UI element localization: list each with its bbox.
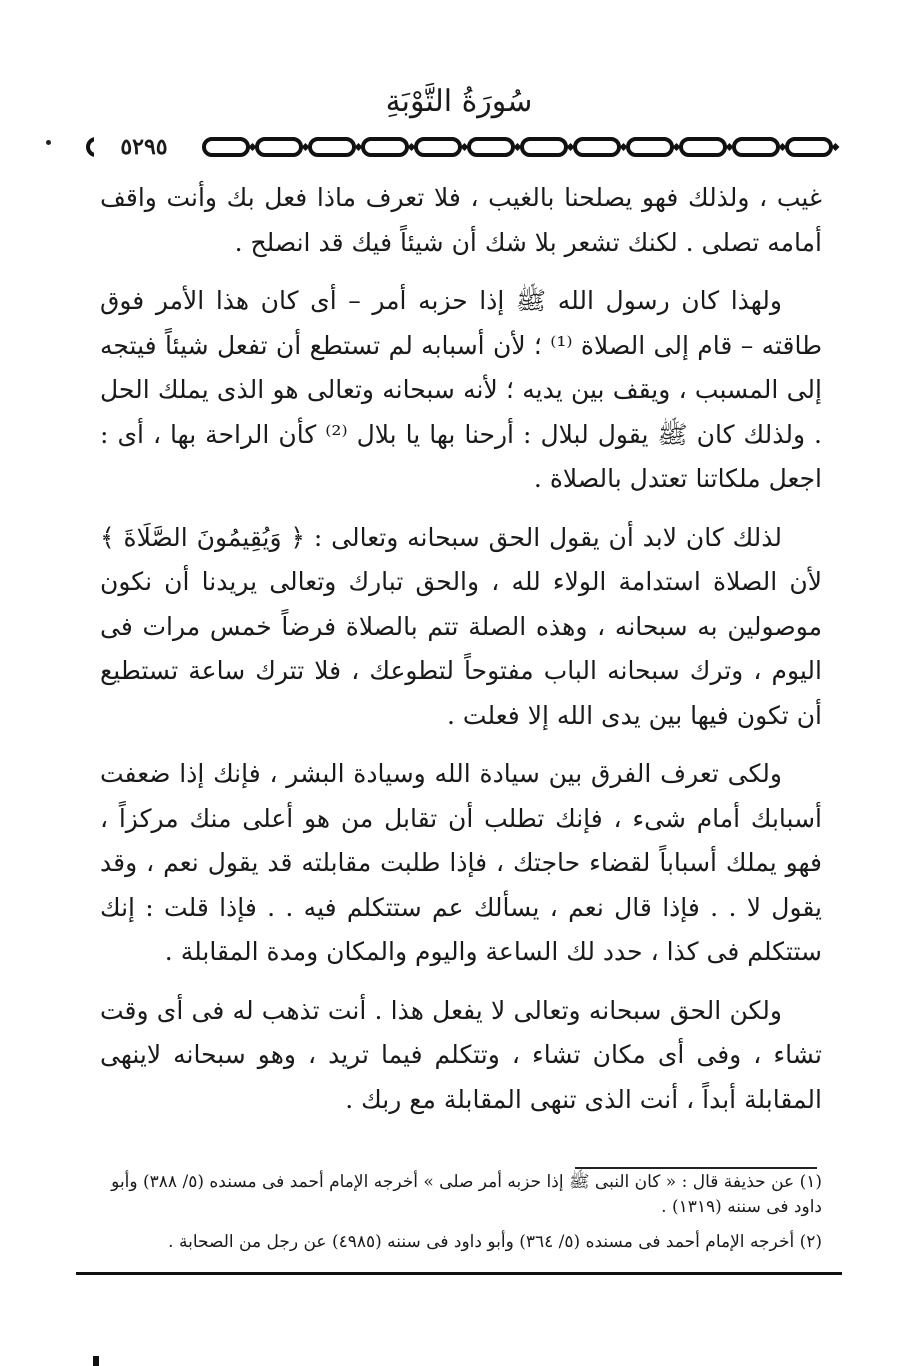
corner-mark — [93, 1356, 99, 1366]
margin-dot — [46, 140, 51, 145]
ornament-link — [575, 139, 619, 155]
body-text — [100, 176, 822, 1136]
page-bottom-rule — [76, 1272, 842, 1275]
ornament-link — [522, 139, 566, 155]
header-ornament-band — [86, 132, 854, 162]
ornament-link — [310, 139, 354, 155]
ornament-link — [204, 139, 248, 155]
ornament-link — [363, 139, 407, 155]
ornament-link — [257, 139, 301, 155]
ornament-link — [787, 139, 831, 155]
ornament-link — [681, 139, 725, 155]
footnote-2: (٢) أخرجه الإمام أحمد فى مسنده (٥/ ٣٦٤) وأبو داود فى سننه (٤٩٨٥) عن رجل من الصحابة . — [168, 1232, 822, 1252]
paragraph: ولكى تعرف الفرق بين سيادة الله وسيادة البشر ، فإنك إذا ضعفت أسبابك أمام شىء ، فإنك تطلب أن تقابل من هو أعلى منك مركزاً ، فهو يملك أسباباً لقضاء حاجتك ، فإذا طلبت مقابلته قد يقول نعم ، وقد يقول لا . . فإذا قال نعم ، يسألك عم ستتكلم فيه . . فإذا قلت : إنك ستتكلم فى كذا ، حدد لك الساعة واليوم والمكان ومدة المقابلة . — [100, 759, 822, 966]
ornament-chain-icon — [86, 132, 854, 162]
ornament-link — [416, 139, 460, 155]
ornament-diamond — [832, 143, 840, 151]
page-number: ٥٢٩٥ — [94, 132, 194, 162]
footnotes — [100, 1170, 822, 1265]
ornament-link — [469, 139, 513, 155]
paragraph: غيب ، ولذلك فهو يصلحنا بالغيب ، فلا تعرف ماذا فعل بك وأنت واقف أمامه تصلى . لكنك تشعر بلا شك أن شيئاً فيك قد انصلح . — [100, 183, 822, 257]
ornament-link — [734, 139, 778, 155]
ornament-link — [628, 139, 672, 155]
footnote-1: (١) عن حذيفة قال : « كان النبى ﷺ إذا حزبه أمر صلى » أخرجه الإمام أحمد فى مسنده (٥/ ٣٨٨) وأبو داود فى سننه (١٣١٩) . — [111, 1172, 822, 1217]
paragraph: ولكن الحق سبحانه وتعالى لا يفعل هذا . أنت تذهب له فى أى وقت تشاء ، وفى أى مكان تشاء ، وتتكلم فيما تريد ، وهو سبحانه لاينهى المقابلة أبداً ، أنت الذى تنهى المقابلة مع ربك . — [100, 995, 822, 1114]
footnote-separator — [575, 1167, 817, 1169]
paragraph: لذلك كان لابد أن يقول الحق سبحانه وتعالى : ﴿ وَيُقِيمُونَ الصَّلَاةَ ﴾ لأن الصلاة استدامة الولاء لله ، والحق تبارك وتعالى يريدنا أن نكون موصولين به سبحانه ، وهذه الصلة تتم بالصلاة فرضاً خمس مرات فى اليوم ، وترك سبحانه الباب مفتوحاً لتطوعك ، فلا تترك ساعة تستطيع أن تكون فيها بين يدى الله إلا فعلت . — [100, 522, 822, 730]
surah-title: سُورَةُ التَّوْبَةِ — [385, 84, 533, 119]
paragraph: ولهذا كان رسول الله ﷺ إذا حزبه أمر – أى كان هذا الأمر فوق طاقته – قام إلى الصلاة ⁽¹⁾ ؛ لأن أسبابه لم تستطع أن تفعل شيئاً فيتجه إلى المسبب ، ويقف بين يديه ؛ لأنه سبحانه وتعالى هو الذى يملك الحل . ولذلك كان ﷺ يقول لبلال : أرحنا بها يا بلال ⁽²⁾ كأن الراحة بها ، أى : اجعل ملكاتنا تعتدل بالصلاة . — [100, 286, 823, 493]
